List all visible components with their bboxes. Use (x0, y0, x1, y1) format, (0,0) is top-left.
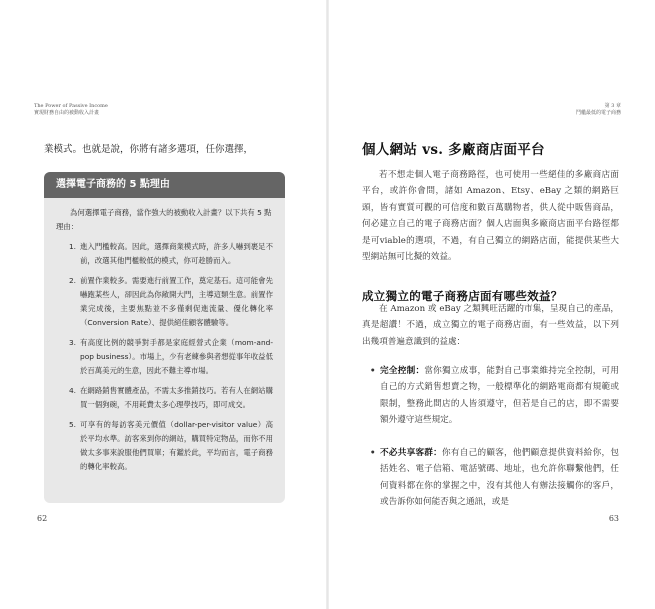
list-item-text: 在網路銷售實體產品，不需太多推銷技巧。若有人在網站購買一個狗碗，不用耗費太多心理學技巧，即可成交。 (80, 386, 273, 409)
paragraph: 若不想走個人電子商務路徑，也可使用一些絕佳的多廠商店面平台，或許你會問，諸如 Amazon、Etsy、eBay 之類的網路巨頭，皆有實質可觀的可信度和數百萬購物者，供人從中販售商品，何必建立自己的電子商務店面？個人店面與多廠商店面平台路徑都是可viable的選項，不過，有自己獨立的網路店面，能提供某些大型網站無可比擬的效益。 (362, 170, 619, 263)
list-item-number: 2. (68, 276, 76, 285)
list-item-number: 3. (68, 338, 76, 347)
bullet-label: 完全控制： (380, 366, 425, 376)
sidebar-box-body (44, 198, 285, 474)
list-item-text: 前置作業較多。需要進行前置工作，奠定基石。這可能會先嚇跑某些人，卻因此為你敞開大門，主導這類生意。前置作業完成後，主要焦點並不多僅剩促進流量、優化轉化率（Conversion Rate）、提供絕佳顧客體驗等。 (80, 276, 273, 327)
chapter-number: 第 3 章 (604, 103, 621, 109)
bullet-text: 你有自己的顧客，他們顧意提供資料給你，包括姓名、電子信箱、電話號碼、地址，也允許你聯繫他們，任何資料都在你的掌握之中，沒有其他人有辦法接觸你的客戶，或告訴你如何能否與之通訊，或是 (380, 448, 619, 508)
list-item (56, 274, 273, 330)
sidebar-box-intro: 為何選擇電子商務，當作強大的被動收入計畫？以下共有 5 點理由： (56, 208, 272, 231)
bullet-label: 不必共享客群： (380, 448, 443, 458)
list-item-number: 1. (68, 242, 76, 251)
list-item-text: 有高度比例的競爭對手都是家庭經營式企業（mom-and-pop business）。市場上，少有老練參與者想從事年收益低於百萬美元的生意，因此不難主導市場。 (80, 338, 273, 375)
bullet-item (370, 363, 619, 429)
list-item (56, 418, 273, 474)
running-head-left (34, 103, 108, 117)
list-item-number: 5. (68, 420, 76, 429)
book-title-en: The Power of Passive Income (34, 103, 108, 109)
list-item (56, 384, 273, 412)
sidebar-box-title: 選擇電子商務的 5 點理由 (44, 172, 285, 198)
page-number-left: 62 (37, 514, 48, 523)
list-item-text: 可享有的每訪客美元價值（dollar-per-visitor value）高於平均水準。訪客來到你的網站，購買特定物品，而你不用做太多事來說服他們買單；有鑑於此，平均而言，電子商務的轉化率較高。 (80, 420, 273, 471)
list-item (56, 240, 273, 268)
bullet-item (370, 445, 619, 511)
subsection-heading: 成立獨立的電子商務店面有哪些效益？ (362, 289, 563, 303)
list-item-text: 進入門檻較高。因此，選擇商業模式時，許多人嚇到裹足不前，改選其他門檻較低的模式，你可趁勝而入。 (80, 242, 273, 265)
sidebar-box (44, 172, 285, 503)
intro-text: 業模式。也就是說，你將有諸多選項，任你選擇， (44, 144, 254, 155)
bullet-dot-icon: • (370, 366, 376, 376)
section-heading: 個人網站 vs. 多廠商店面平台 (362, 142, 545, 158)
list-item-number: 4. (68, 386, 76, 395)
book-title-zh: 實現財務自由的被動收入計畫 (34, 110, 100, 116)
paragraph: 在 Amazon 或 eBay 之類興旺活躍的市集，呈現自己的產品，真是超讚！不過，成立獨立的電子商務店面，有一些效益，以下列出幾項普遍意識到的益處： (362, 304, 619, 347)
list-item (56, 336, 273, 378)
chapter-title: 鬥艦最低的電子商務 (575, 110, 621, 116)
page-number-right: 63 (608, 514, 619, 523)
bullet-dot-icon: • (370, 448, 376, 458)
running-head-right (576, 103, 621, 117)
right-page (328, 0, 655, 609)
left-page (0, 0, 327, 609)
bullet-text: 當你獨立成事，能對自己事業維持完全控制，可用自己的方式銷售想賣之物，一般標準化的網路電商都有規範或限制，整務此間店的人皆須遵守，但若是自己的店，即不需要額外遵守這些規定。 (380, 366, 619, 426)
